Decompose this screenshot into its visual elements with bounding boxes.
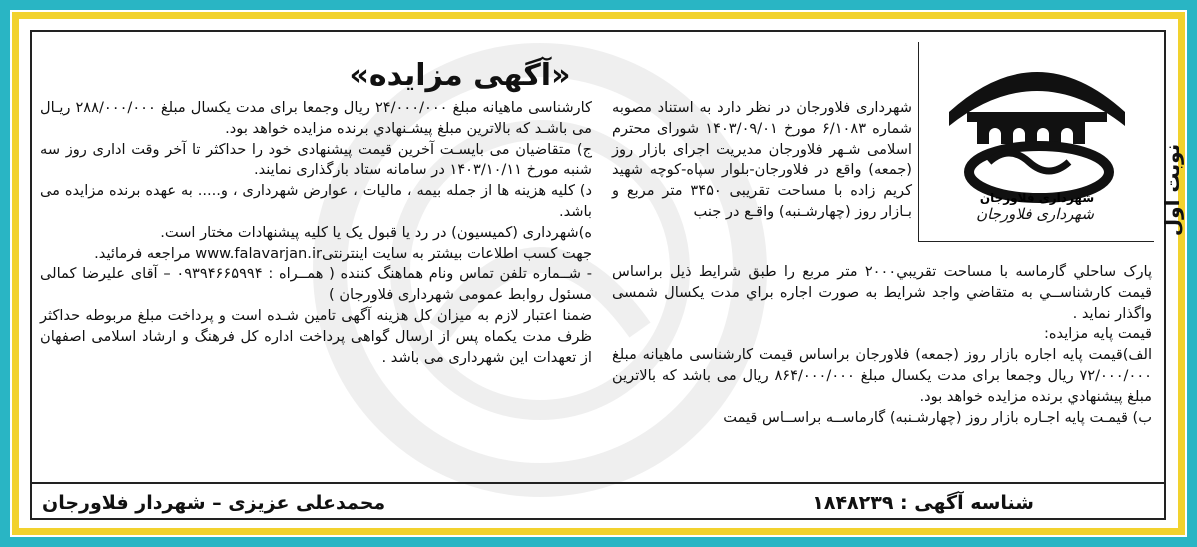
frame-bottom-yellow <box>12 528 1185 535</box>
paragraph: کارشناسی ماهیانه مبلغ ۲۴/۰۰۰/۰۰۰ ریال وجمعا برای مدت یکسال مبلغ ۲۸۸/۰۰۰/۰۰۰ ریـال می باشـد که بالاترين مبلغ پيشـنهادي برنده مزايده خواهد بود. <box>40 99 593 137</box>
frame-top-blue <box>0 0 1197 10</box>
signature: محمدعلی عزیزی – شهردار فلاورجان <box>42 492 386 514</box>
right-column-top <box>612 98 912 223</box>
frame-left-blue <box>0 0 10 547</box>
frame-bottom-blue <box>0 537 1197 547</box>
frame-left-yellow <box>12 12 19 535</box>
paragraph: ه)شهرداری (کمیسیون) در رد یا قبول یک یا کلیه پیشنهادات مختار است. <box>160 223 592 241</box>
insertion-label: نوبت اول <box>1160 143 1184 237</box>
paragraph: شهرداری فلاورجان در نظر دارد به استناد مصوبه شماره ۶/۱۰۸۳ مورخ ۱۴۰۳/۰۹/۰۱ شورای محترم اسلامی شـهر فلاورجان مدیریت اجرای بازار روز (جمعه) واقع در فلاورجان-بلوار سپاه-کوچه شهید کریم زاده با مساحت تقریبی ۳۴۵۰ متر مربع و بـازار روز (چهارشـنبه) واقـع در جنب <box>612 99 913 220</box>
logo-caption: شهرداری فلاورجان <box>976 205 1094 223</box>
paragraph: د) کلیه هزینه ها از جمله بیمه ، مالیات ، عوارض شهرداری ، و..... به عهده برنده مزایده می باشد. <box>40 182 592 220</box>
paragraph: ب) قیمـت پایه اجـاره بازار روز (چهارشـنبه) گارماســه براســاس قیمت <box>723 408 1152 426</box>
right-column-bottom <box>612 262 1152 428</box>
notice-title: «آگهی مزایده» <box>349 58 571 93</box>
notice-id: شناسه آگهی : ۱۸۴۸۲۳۹ <box>812 492 1034 514</box>
bridge-logo-icon <box>919 42 1155 212</box>
paragraph: الف)قیمت پایه اجاره بازار روز (جمعه) فلاورجان براساس قیمت کارشناسی ماهیانه مبلغ ۷۲/۰۰۰/۰۰۰ ریال وجمعا برای مدت یکسال مبلغ ۸۶۴/۰۰۰/۰۰۰ ریال می باشد که بالاترين مبلغ پيشنهادي برنده مزايده خواهد بود. <box>612 346 1152 405</box>
paragraph: پارک ساحلي گارماسه با مساحت تقريبي۲۰۰۰ متر مربع را طبق شرايط ذيل براساس قيمت کارشناســي به متقاضي واجد شرايط به صورت اجاره براي مدت يکسال شمسی واگذار نماید . <box>612 263 1152 322</box>
paragraph: ضمنا اعتبار لازم به میزان کل هزینه آگهی تامین شـده است و پرداخت مبلغ مربوطه حداکثر ظرف مدت یکماه پس از ارسال گواهی پرداخت اداره کل فرهنگ و ارشاد اسلامی اصفهان از تعهدات این شهرداری می باشد . <box>40 306 592 366</box>
left-column <box>40 98 592 368</box>
paragraph: ج) متقاضیان می بایسـت آخرین قیمت پیشنهادی خود را حداکثر تا آخر وقت اداری روز سه شنبه مورخ ۱۴۰۳/۱۰/۱۱ در سامانه ستاد بارگذاری نمایند. <box>40 140 592 179</box>
frame-top-yellow <box>12 12 1185 19</box>
paragraph: جهت کسب اطلاعات بیشتر به سایت اینترنتیwww.falavarjan.ir مراجعه فرمائید. <box>94 244 592 262</box>
logo-arc-text: شهرداری فلاورجان <box>979 191 1095 205</box>
footer <box>32 482 1164 518</box>
paragraph: - شــماره تلفن تماس ونام هماهنگ کننده ( همــراه : ۰۹۳۹۴۶۶۵۹۹۴ – آقای علیرضا کمالی مسئول روابط عمومی شهرداری فلاورجان ) <box>40 265 592 304</box>
frame-right-blue <box>1187 0 1197 547</box>
paragraph: قیمت پایه مزایده: <box>1043 325 1152 343</box>
frame-right-yellow <box>1178 12 1185 535</box>
